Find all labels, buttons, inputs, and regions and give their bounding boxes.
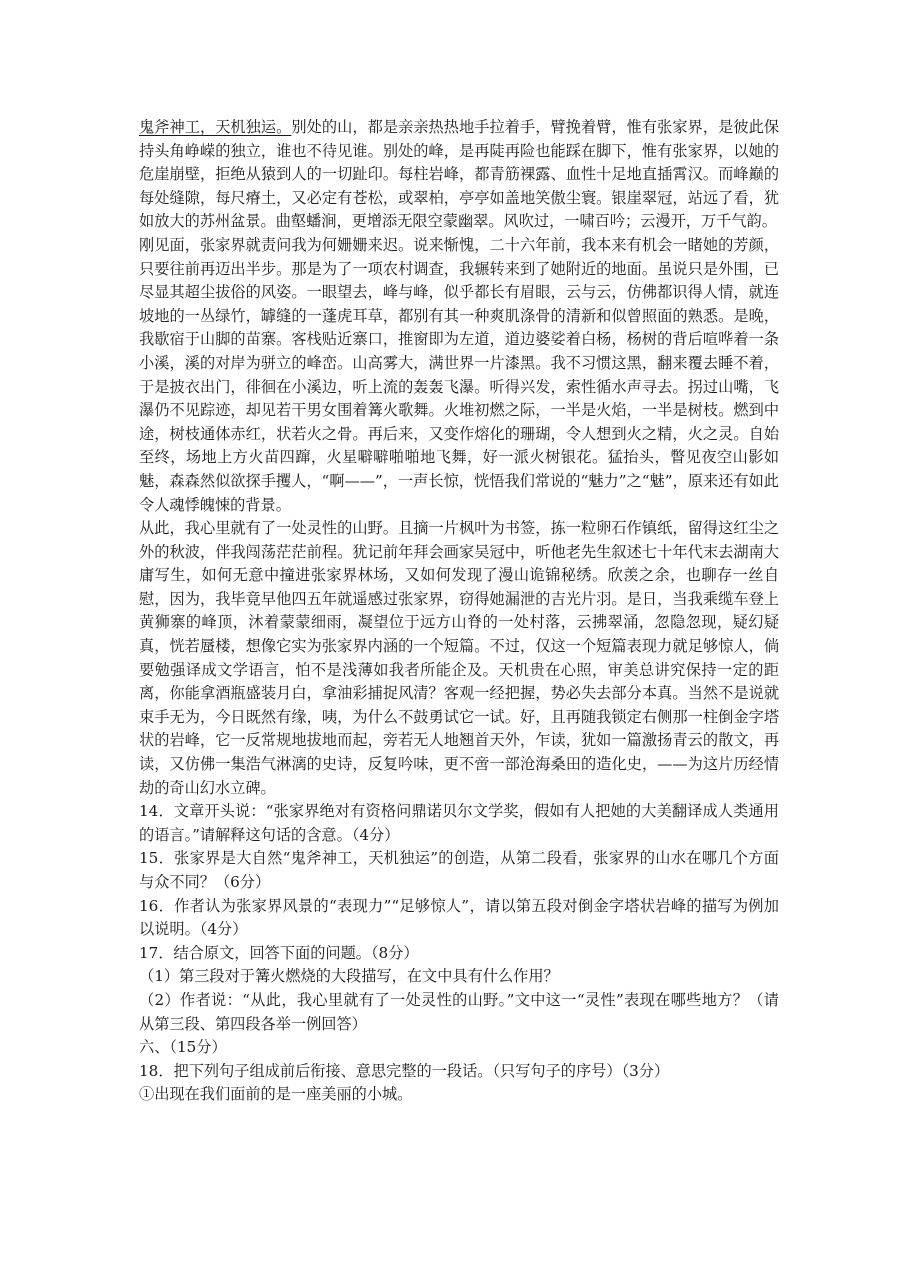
question-15: 15．张家界是大自然“鬼斧神工，天机独运”的创造，从第二段看，张家界的山水在哪几个方面与众不同？（6分）: [139, 849, 779, 891]
paragraph-3: 刚见面，张家界就责问我为何姗姗来迟。说来惭愧，二十六年前，我本来有机会一睹她的芳颜，只要往前再迈出半步。那是为了一项农村调查，我辗转来到了她附近的地面。虽说只是外围，已尽显其超尘拔俗的风姿。一眼望去，峰与峰，似乎都长有眉眼，云与云，仿佛都识得人情，就连坡地的一丛绿竹，罅缝的一蓬虎耳草，都别有其一种爽肌涤骨的清新和似曾照面的熟悉。是晚，我歇宿于山脚的苗寨。客栈贴近寨口，推窗即为左道，道边婆娑着白杨，杨树的背后喧哗着一条小溪，溪的对岸为骈立的峰峦。山高雾大，满世界一片漆黑。我不习惯这黑，翻来覆去睡不着，于是披衣出门，徘徊在小溪边，听上流的轰轰飞瀑。听得兴发，索性循水声寻去。拐过山嘴，飞瀑仍不见踪迹，却见若干男女围着篝火歌舞。火堆初燃之际，一半是火焰，一半是树枝。燃到中途，树枝通体赤红，状若火之骨。再后来，又变作熔化的珊瑚，令人想到火之精，火之灵。自始至终，场地上方火苗四蹿，火星噼噼啪啪地飞舞，好一派火树银花。猛抬头，瞥见夜空山影如魅，森森然似欲探手攫人，“啊——”，一声长惊，恍悟我们常说的“魅力”之“魅”，原来还有如此令人魂悸魄悚的背景。: [139, 235, 779, 514]
underlined-phrase: 鬼斧神工，天机独运。: [139, 118, 292, 136]
paragraph-2-text: 别处的山，都是亲亲热热地手拉着手，臂挽着臂，惟有张家界，是彼此保持头角峥嵘的独立，谁也不待见谁。别处的峰，是再陡再险也能踩在脚下，惟有张家界，以她的危崖崩壁，拒绝从猿到人的一切趾印。每柱岩峰，都青筋裸露、血性十足地直插霄汉。而峰巅的每处缝隙，每尺瘠土，又必定有苍松，或翠柏，亭亭如盖地笑傲尘寰。银崖翠冠，站远了看，犹如放大的苏州盆景。曲壑蟠涧，更增添无限空蒙幽翠。风吹过，一啸百吟；云漫开，万千气韵。: [139, 118, 780, 231]
sentence-1: ①出现在我们面前的是一座美丽的小城。: [139, 1085, 413, 1104]
question-14: 14．文章开头说：“张家界绝对有资格问鼎诺贝尔文学奖，假如有人把她的大美翻译成人类通用的语言。”请解释这句话的含意。（4分）: [139, 802, 779, 844]
question-18: 18．把下列句子组成前后衔接、意思完整的一段话。（只写句子的序号）（3分）: [139, 1061, 670, 1080]
paragraph-2: [139, 116, 779, 234]
section-heading-6: 六、（15分）: [139, 1038, 227, 1057]
paragraph-4: 从此，我心里就有了一处灵性的山野。且摘一片枫叶为书签，拣一粒卵石作镇纸，留得这红尘之外的秋波，伴我闯荡茫茫前程。犹记前年拜会画家吴冠中，听他老先生叙述七十年代末去湖南大庸写生，如何无意中撞进张家界林场，又如何发现了漫山诡锦秘绣。欣羡之余，也聊存一丝自慰，因为，我毕竟早他四五年就遥感过张家界，窃得她漏泄的吉光片羽。是日，当我乘缆车登上黄狮寨的峰顶，沐着蒙蒙细雨，凝望位于远方山脊的一处村落，云拂翠涌，忽隐忽现，疑幻疑真，恍若蜃楼，想像它实为张家界内涵的一个短篇。不过，仅这一个短篇表现力就足够惊人，倘要勉强译成文学语言，怕不是浅薄如我者所能企及。天机贵在心照，审美总讲究保持一定的距离，你能拿酒瓶盛装月白，拿油彩捕捉风清？客观一经把握，势必失去部分本真。当然不是说就束手无为，今日既然有缘，咦，为什么不鼓勇试它一试。好，且再随我锁定右侧那一柱倒金字塔状的岩峰，它一反常规地拔地而起，旁若无人地翘首天外，乍读，犹如一篇激扬青云的散文，再读，又仿佛一集浩气淋漓的史诗，反复吟味，更不啻一部沧海桑田的造化史，——为这片历经情劫的奇山幻水立碑。: [139, 519, 779, 797]
question-17-part-2: （2）作者说：“从此，我心里就有了一处灵性的山野。”文中这一“灵性”表现在哪些地方？（请从第三段、第四段各举一例回答）: [139, 990, 779, 1033]
question-17: 17．结合原文，回答下面的问题。（8分）: [139, 943, 419, 962]
question-17-part-1: （1）第三段对于篝火燃烧的大段描写，在文中具有什么作用？: [139, 967, 559, 986]
document-page: [139, 116, 779, 1107]
question-16: 16．作者认为张家界风景的“表现力”“足够惊人”，请以第五段对倒金字塔状岩峰的描写为例加以说明。（4分）: [139, 896, 779, 939]
